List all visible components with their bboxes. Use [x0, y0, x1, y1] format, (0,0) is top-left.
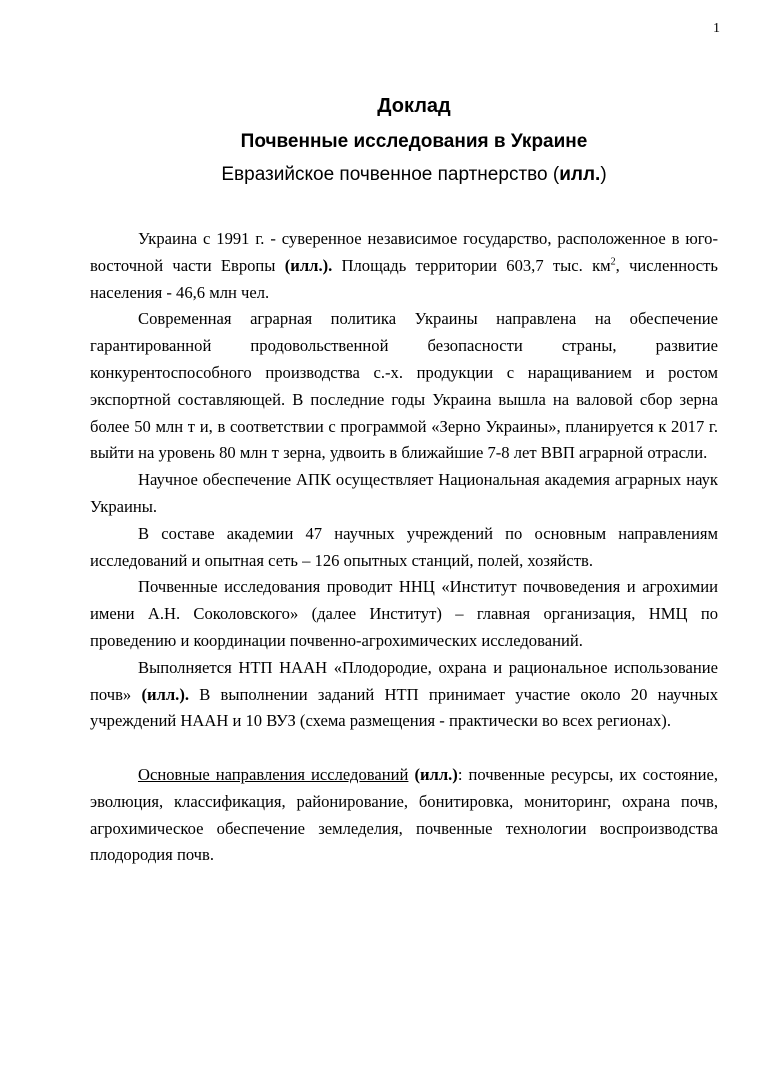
document-subtitle: Почвенные исследования в Украине: [240, 131, 588, 152]
paragraph-gap: [90, 735, 718, 762]
p6-text-a: Выполняется НТП НААН «Плодородие, охрана и рациональное использование почв»: [90, 657, 718, 704]
p1-illustration-ref: (илл.).: [284, 255, 333, 275]
document-title: Доклад: [377, 95, 451, 117]
subtitle-2-close: ): [600, 164, 607, 185]
p1-superscript: 2: [610, 256, 616, 268]
subtitle-2-text: Евразийское почвенное партнерство (: [221, 164, 560, 185]
p1-text-a: Украина с 1991 г. - суверенное независимое государство, расположенное в юго-восточной части Европы: [90, 229, 718, 275]
document-body: [90, 226, 718, 869]
paragraph-5: Почвенные исследования проводит ННЦ «Институт почвоведения и агрохимии имени А.Н. Соколовского» (далее Институт) – главная организация, НМЦ по проведению и координации почвенно-агрохимических исследований.: [90, 577, 718, 650]
paragraph-3: Научное обеспечение АПК осуществляет Национальная академия аграрных наук Украины.: [90, 470, 718, 516]
document-subtitle-2: [60, 160, 768, 190]
p7-text-rest: : почвенные ресурсы, их состояние, эволюция, классификация, районирование, бонитировка, мониторинг, охрана почв, агрохимическое обеспечение земледелия, почвенные технологии воспроизводства плодородия почв.: [90, 764, 718, 865]
p6-text-c: В выполнении заданий НТП принимает участие около 20 научных учреждений НААН и 10 ВУЗ (схема размещения - практически во всех регионах).: [90, 684, 718, 731]
p7-illustration-ref: (илл.): [414, 764, 458, 784]
paragraph-2: Современная аграрная политика Украины направлена на обеспечение гарантированной продовольственной безопасности страны, развитие конкурентоспособного производства с.-х. продукции с наращиванием и ростом экспортной составляющей. В последние годы Украина вышла на валовой сбор зерна более 50 млн т и, в соответствии с программой «Зерно Украины», планируется к 2017 г. выйти на уровень 80 млн т зерна, удвоить в ближайшие 7-8 лет ВВП аграрной отрасли.: [90, 309, 718, 463]
paragraph-6: [90, 655, 718, 735]
title-block: [0, 92, 768, 190]
paragraph-4: В составе академии 47 научных учреждений по основным направлениям исследований и опытная сеть – 126 опытных станций, полей, хозяйств.: [90, 523, 718, 570]
p6-illustration-ref: (илл.).: [141, 684, 189, 704]
p7-underlined-heading: Основные направления исследований: [138, 764, 409, 784]
subtitle-2-bold: илл.: [559, 164, 601, 185]
page-number: 1: [713, 21, 720, 36]
p1-text-d: , численность населения - 46,6 млн чел.: [90, 255, 718, 302]
paragraph-1: [90, 226, 718, 306]
p1-text-c: Площадь территории 603,7 тыс. км: [332, 255, 611, 275]
paragraph-7: [90, 762, 718, 869]
